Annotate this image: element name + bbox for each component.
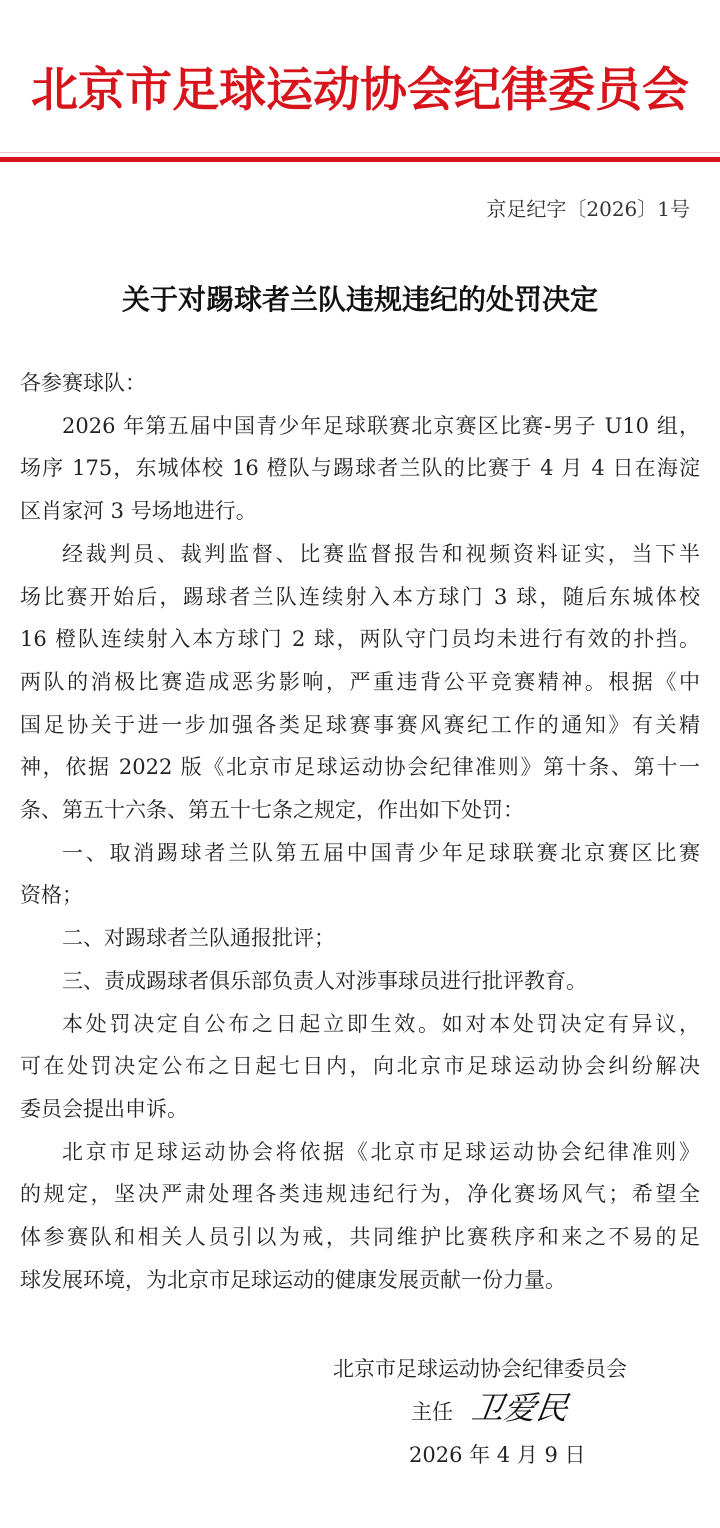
document-body (20, 362, 700, 1301)
paragraph (20, 960, 700, 1003)
paragraph (20, 405, 700, 533)
paragraph (20, 533, 700, 832)
document-number: 京足纪字〔2026〕1号 (486, 197, 690, 221)
org-letterhead-title: 北京市足球运动协会纪律委员会 (31, 63, 689, 118)
text-line: 经裁判员、裁判监督、比赛监督报告和视频资料证实，当下半 (62, 541, 700, 566)
text-line: 球发展环境，为北京市足球运动的健康发展贡献一份力量。 (20, 1267, 566, 1292)
signer-role: 主任 (411, 1400, 453, 1424)
text-line: 国足协关于进一步加强各类足球赛事赛风赛纪工作的通知》有关精 (20, 712, 700, 737)
text-line: 2026 年第五届中国青少年足球联赛北京赛区比赛-男子 U10 组， (62, 413, 700, 438)
text-line: 二、对踢球者兰队通报批评； (62, 926, 335, 951)
text-line: 场比赛开始后，踢球者兰队连续射入本方球门 3 球，随后东城体校 (20, 584, 700, 609)
paragraph (20, 1131, 700, 1302)
text-line: 16 橙队连续射入本方球门 2 球，两队守门员均未进行有效的扑挡。 (20, 627, 700, 652)
text-line: 一、取消踢球者兰队第五届中国青少年足球联赛北京赛区比赛 (62, 840, 700, 865)
text-line: 委员会提出申诉。 (20, 1096, 188, 1121)
paragraph (20, 1003, 700, 1131)
paragraph (20, 362, 700, 405)
text-line: 各参赛球队： (20, 371, 146, 395)
text-line: 北京市足球运动协会将依据《北京市足球运动协会纪律准则》 (62, 1139, 700, 1164)
text-line: 本处罚决定自公布之日起立即生效。如对本处罚决定有异议， (62, 1011, 700, 1036)
text-line: 的规定，坚决严肃处理各类违规违纪行为，净化赛场风气；希望全 (20, 1182, 700, 1207)
handwritten-signature: 卫爱民 (469, 1389, 571, 1427)
text-line: 两队的消极比赛造成恶劣影响，严重违背公平竞赛精神。根据《中 (20, 669, 700, 694)
document-heading: 关于对踢球者兰队违规违纪的处罚决定 (121, 283, 598, 316)
paragraph (20, 917, 700, 960)
text-line: 可在处罚决定公布之日起七日内，向北京市足球运动协会纠纷解决 (20, 1054, 700, 1079)
text-line: 资格； (20, 883, 83, 908)
letterhead-divider (0, 157, 720, 162)
decision-date: 2026 年 4 月 9 日 (409, 1443, 586, 1467)
letterhead-divider-thin (0, 152, 720, 153)
text-line: 神，依据 2022 版《北京市足球运动协会纪律准则》第十条、第十一 (20, 755, 700, 780)
paragraph (20, 832, 700, 917)
text-line: 体参赛队和相关人员引以为戒，共同维护比赛秩序和来之不易的足 (20, 1225, 700, 1250)
text-line: 条、第五十六条、第五十七条之规定，作出如下处罚： (20, 798, 524, 823)
text-line: 三、责成踢球者俱乐部负责人对涉事球员进行批评教育。 (62, 968, 587, 993)
text-line: 区肖家河 3 号场地进行。 (20, 499, 257, 524)
signing-organization: 北京市足球运动协会纪律委员会 (333, 1357, 627, 1381)
text-line: 场序 175，东城体校 16 橙队与踢球者兰队的比赛于 4 月 4 日在海淀 (20, 456, 700, 481)
